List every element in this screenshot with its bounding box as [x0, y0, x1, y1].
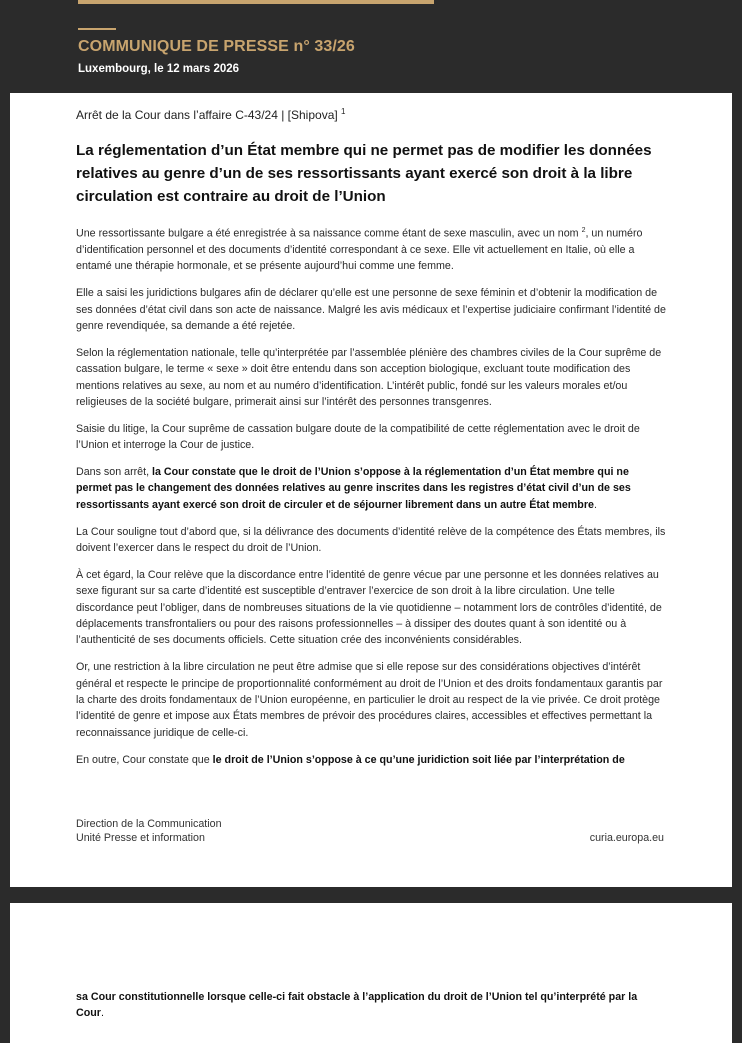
paragraph: Saisie du litige, la Cour suprême de cassation bulgare doute de la compatibilité de cette réglementation avec le droit de l’Union et interroge la Cour de justice. — [76, 422, 640, 452]
article-body — [76, 223, 666, 778]
footer-unit: Unité Presse et information — [76, 831, 205, 844]
paragraph: Selon la réglementation nationale, telle qu’interprétée par l’assemblée plénière des chambres civiles de la Cour suprême de cassation bulgare, le terme « sexe » doit être entendu dans son acception biologique, excluant toute modification des mentions relatives au sexe, au nom et au numéro d’identification. L’intérêt public, fondé sur les valeurs morales et/ou religieuses de la société bulgare, primerait ainsi sur l’intérêt des personnes transgenres. — [76, 346, 662, 408]
press-release-title: COMMUNIQUE DE PRESSE n° 33/26 — [78, 38, 355, 55]
paragraph: En outre, Cour constate que le droit de l’Union s’oppose à ce qu’une juridiction soit liée par l’interprétation de — [76, 753, 625, 766]
key-finding: le droit de l’Union s’oppose à ce qu’une juridiction soit liée par l’interprétation de — [212, 753, 625, 766]
footer-direction: Direction de la Communication — [76, 818, 222, 830]
paragraph: Dans son arrêt, la Cour constate que le droit de l’Union s’oppose à la réglementation d’un État membre qui ne permet pas le changement des données relatives au genre inscrites dans les registres d’état civil d’un de ses ressortissants ayant exercé son droit de circuler et de séjourner librement dans un autre État membre. — [76, 466, 631, 511]
footnote-marker[interactable]: 1 — [341, 107, 346, 116]
paragraph: Elle a saisi les juridictions bulgares afin de déclarer qu’elle est une personne de sexe féminin et d’obtenir la modification de ses données d’état civil dans son acte de naissance. Malgré les avis médicaux et l’expertise judiciaire confirmant l’identité de genre revendiquée, sa demande a été rejetée. — [76, 287, 666, 332]
case-reference-text: Arrêt de la Cour dans l’affaire C-43/24 | [Shipova] — [76, 108, 338, 122]
page-footer-department — [76, 818, 222, 845]
continuation-paragraph: sa Cour constitutionnelle lorsque celle-ci fait obstacle à l’application du droit de l’Union tel qu’interprété par la Cour. — [76, 991, 638, 1020]
paragraph: Une ressortissante bulgare a été enregistrée à sa naissance comme étant de sexe masculin, avec un nom $^2$, un numéro d’identification personnel et des documents d’identité correspondant à ce sexe. Elle vit actuellement en Italie, où elle a entamé une thérapie hormonale, et se présente aujourd’hui comme une femme. — [76, 227, 643, 273]
key-finding: sa Cour constitutionnelle lorsque celle-ci fait obstacle à l’application du droit de l’Union tel qu’interprété par la Cour — [76, 991, 638, 1020]
case-reference — [76, 107, 666, 122]
key-finding: la Cour constate que le droit de l’Union s’oppose à la réglementation d’un État membre qui ne permet pas le changement des données relatives au genre inscrites dans les registres d’état civil d’un de ses ressortissants ayant exercé son droit de circuler et de séjourner librement dans un autre État membre — [76, 466, 631, 511]
paragraph: Or, une restriction à la libre circulation ne peut être admise que si elle repose sur des considérations objectives d’intérêt général et respecte le principe de proportionnalité conformément au droit de l’Union et des droits fondamentaux garantis par la charte des droits fondamentaux de l’Union européenne, en particulier le droit au respect de la vie privée. Ce droit protège l’identité de genre et impose aux États membres de prévoir des procédures claires, accessibles et effectives permettant la reconnaissance juridique de celle-ci. — [76, 661, 663, 739]
press-release-date: Luxembourg, le 12 mars 2026 — [78, 63, 240, 75]
paragraph: La Cour souligne tout d’abord que, si la délivrance des documents d’identité relève de la compétence des États membres, ils doivent l’exercer dans le respect du droit de l’Union. — [76, 525, 666, 555]
footer-website-link[interactable]: curia.europa.eu — [589, 832, 664, 844]
document-page-2 — [10, 903, 732, 1043]
headline: La réglementation d’un État membre qui ne permet pas de modifier les données relatives au genre d’un de ses ressortissants ayant exercé son droit à la libre circulation est contraire au droit de l’Union — [76, 142, 652, 205]
document-page-1 — [10, 93, 732, 887]
footnote-marker[interactable]: 2 — [581, 227, 586, 234]
header-top-bar — [78, 0, 434, 4]
header-accent-line — [78, 28, 116, 30]
paragraph: À cet égard, la Cour relève que la discordance entre l’identité de genre vécue par une personne et les données relatives au sexe figurant sur sa carte d’identité est susceptible d’entraver l’exercice de son droit à la libre circulation. Une telle discordance peut l’obliger, dans de nombreuses situations de la vie quotidienne – notamment lors de contrôles d’identité, de déplacements transfrontaliers ou pour des raisons professionnelles – à dissiper des doutes quant à son identité ou à l’authenticité de ses documents officiels. Cette situation crée des inconvénients considérables. — [76, 568, 662, 647]
